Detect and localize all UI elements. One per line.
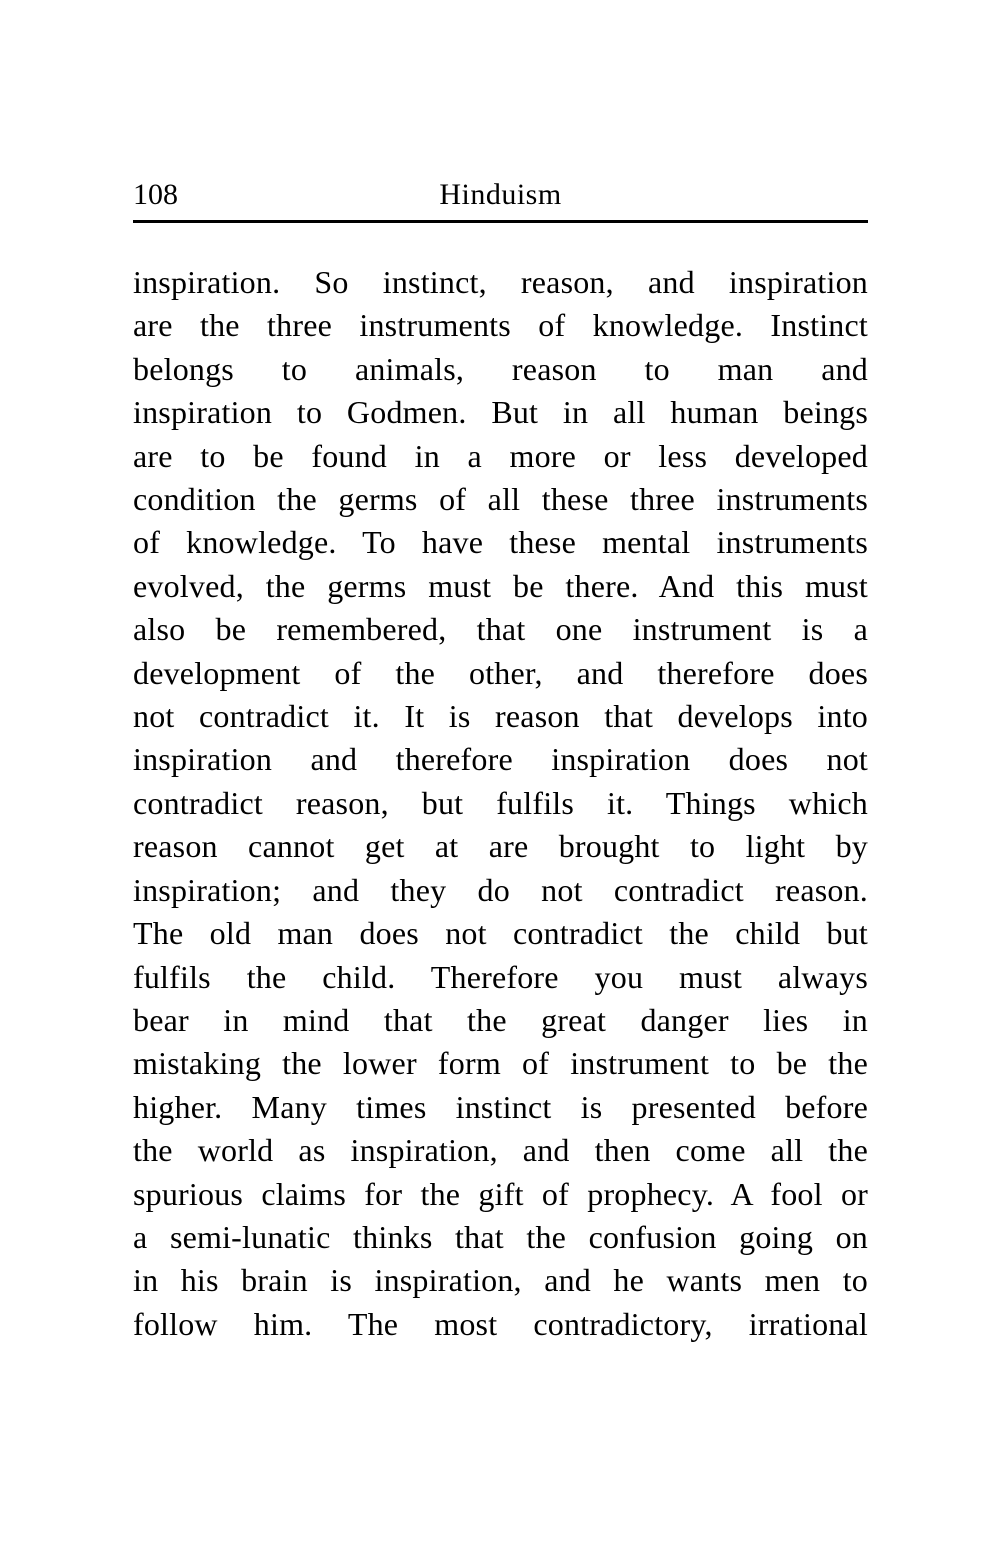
text-line: condition the germs of all these three instruments bbox=[133, 481, 868, 518]
text-line: mistaking the lower form of instrument to be the bbox=[133, 1045, 868, 1082]
text-line: higher. Many times instinct is presented before bbox=[133, 1088, 868, 1125]
text-line: the world as inspiration, and then come all the bbox=[133, 1132, 868, 1169]
text-line: follow him. The most contradictory, irrational bbox=[133, 1305, 868, 1342]
text-line: spurious claims for the gift of prophecy. A fool or bbox=[133, 1175, 868, 1212]
text-line: of knowledge. To have these mental instruments bbox=[133, 524, 868, 561]
page-number: 108 bbox=[133, 178, 178, 211]
text-line: are the three instruments of knowledge. Instinct bbox=[133, 307, 868, 344]
text-line: inspiration. So instinct, reason, and inspiration bbox=[133, 264, 868, 300]
text-line: development of the other, and therefore does bbox=[133, 654, 868, 691]
text-line: contradict reason, but fulfils it. Things which bbox=[133, 784, 868, 821]
text-line: a semi-lunatic thinks that the confusion going on bbox=[133, 1218, 868, 1255]
text-line: inspiration; and they do not contradict reason. bbox=[133, 871, 868, 908]
body-paragraph bbox=[133, 261, 868, 1346]
text-line: also be remembered, that one instrument is a bbox=[133, 611, 868, 648]
text-line: inspiration to Godmen. But in all human beings bbox=[133, 394, 868, 431]
running-title: Hinduism bbox=[439, 178, 562, 211]
text-line: inspiration and therefore inspiration does not bbox=[133, 741, 868, 778]
text-line: The old man does not contradict the child but bbox=[133, 915, 868, 952]
text-line: fulfils the child. Therefore you must always bbox=[133, 958, 868, 995]
page-header bbox=[133, 180, 868, 214]
text-line: in his brain is inspiration, and he wants men to bbox=[133, 1262, 868, 1299]
header-rule bbox=[133, 220, 868, 223]
text-line: bear in mind that the great danger lies in bbox=[133, 1001, 868, 1038]
text-line: belongs to animals, reason to man and bbox=[133, 350, 868, 387]
text-line: evolved, the germs must be there. And this must bbox=[133, 567, 868, 604]
text-line: reason cannot get at are brought to light by bbox=[133, 828, 868, 865]
text-line: not contradict it. It is reason that develops into bbox=[133, 698, 868, 735]
text-line: are to be found in a more or less developed bbox=[133, 437, 868, 474]
